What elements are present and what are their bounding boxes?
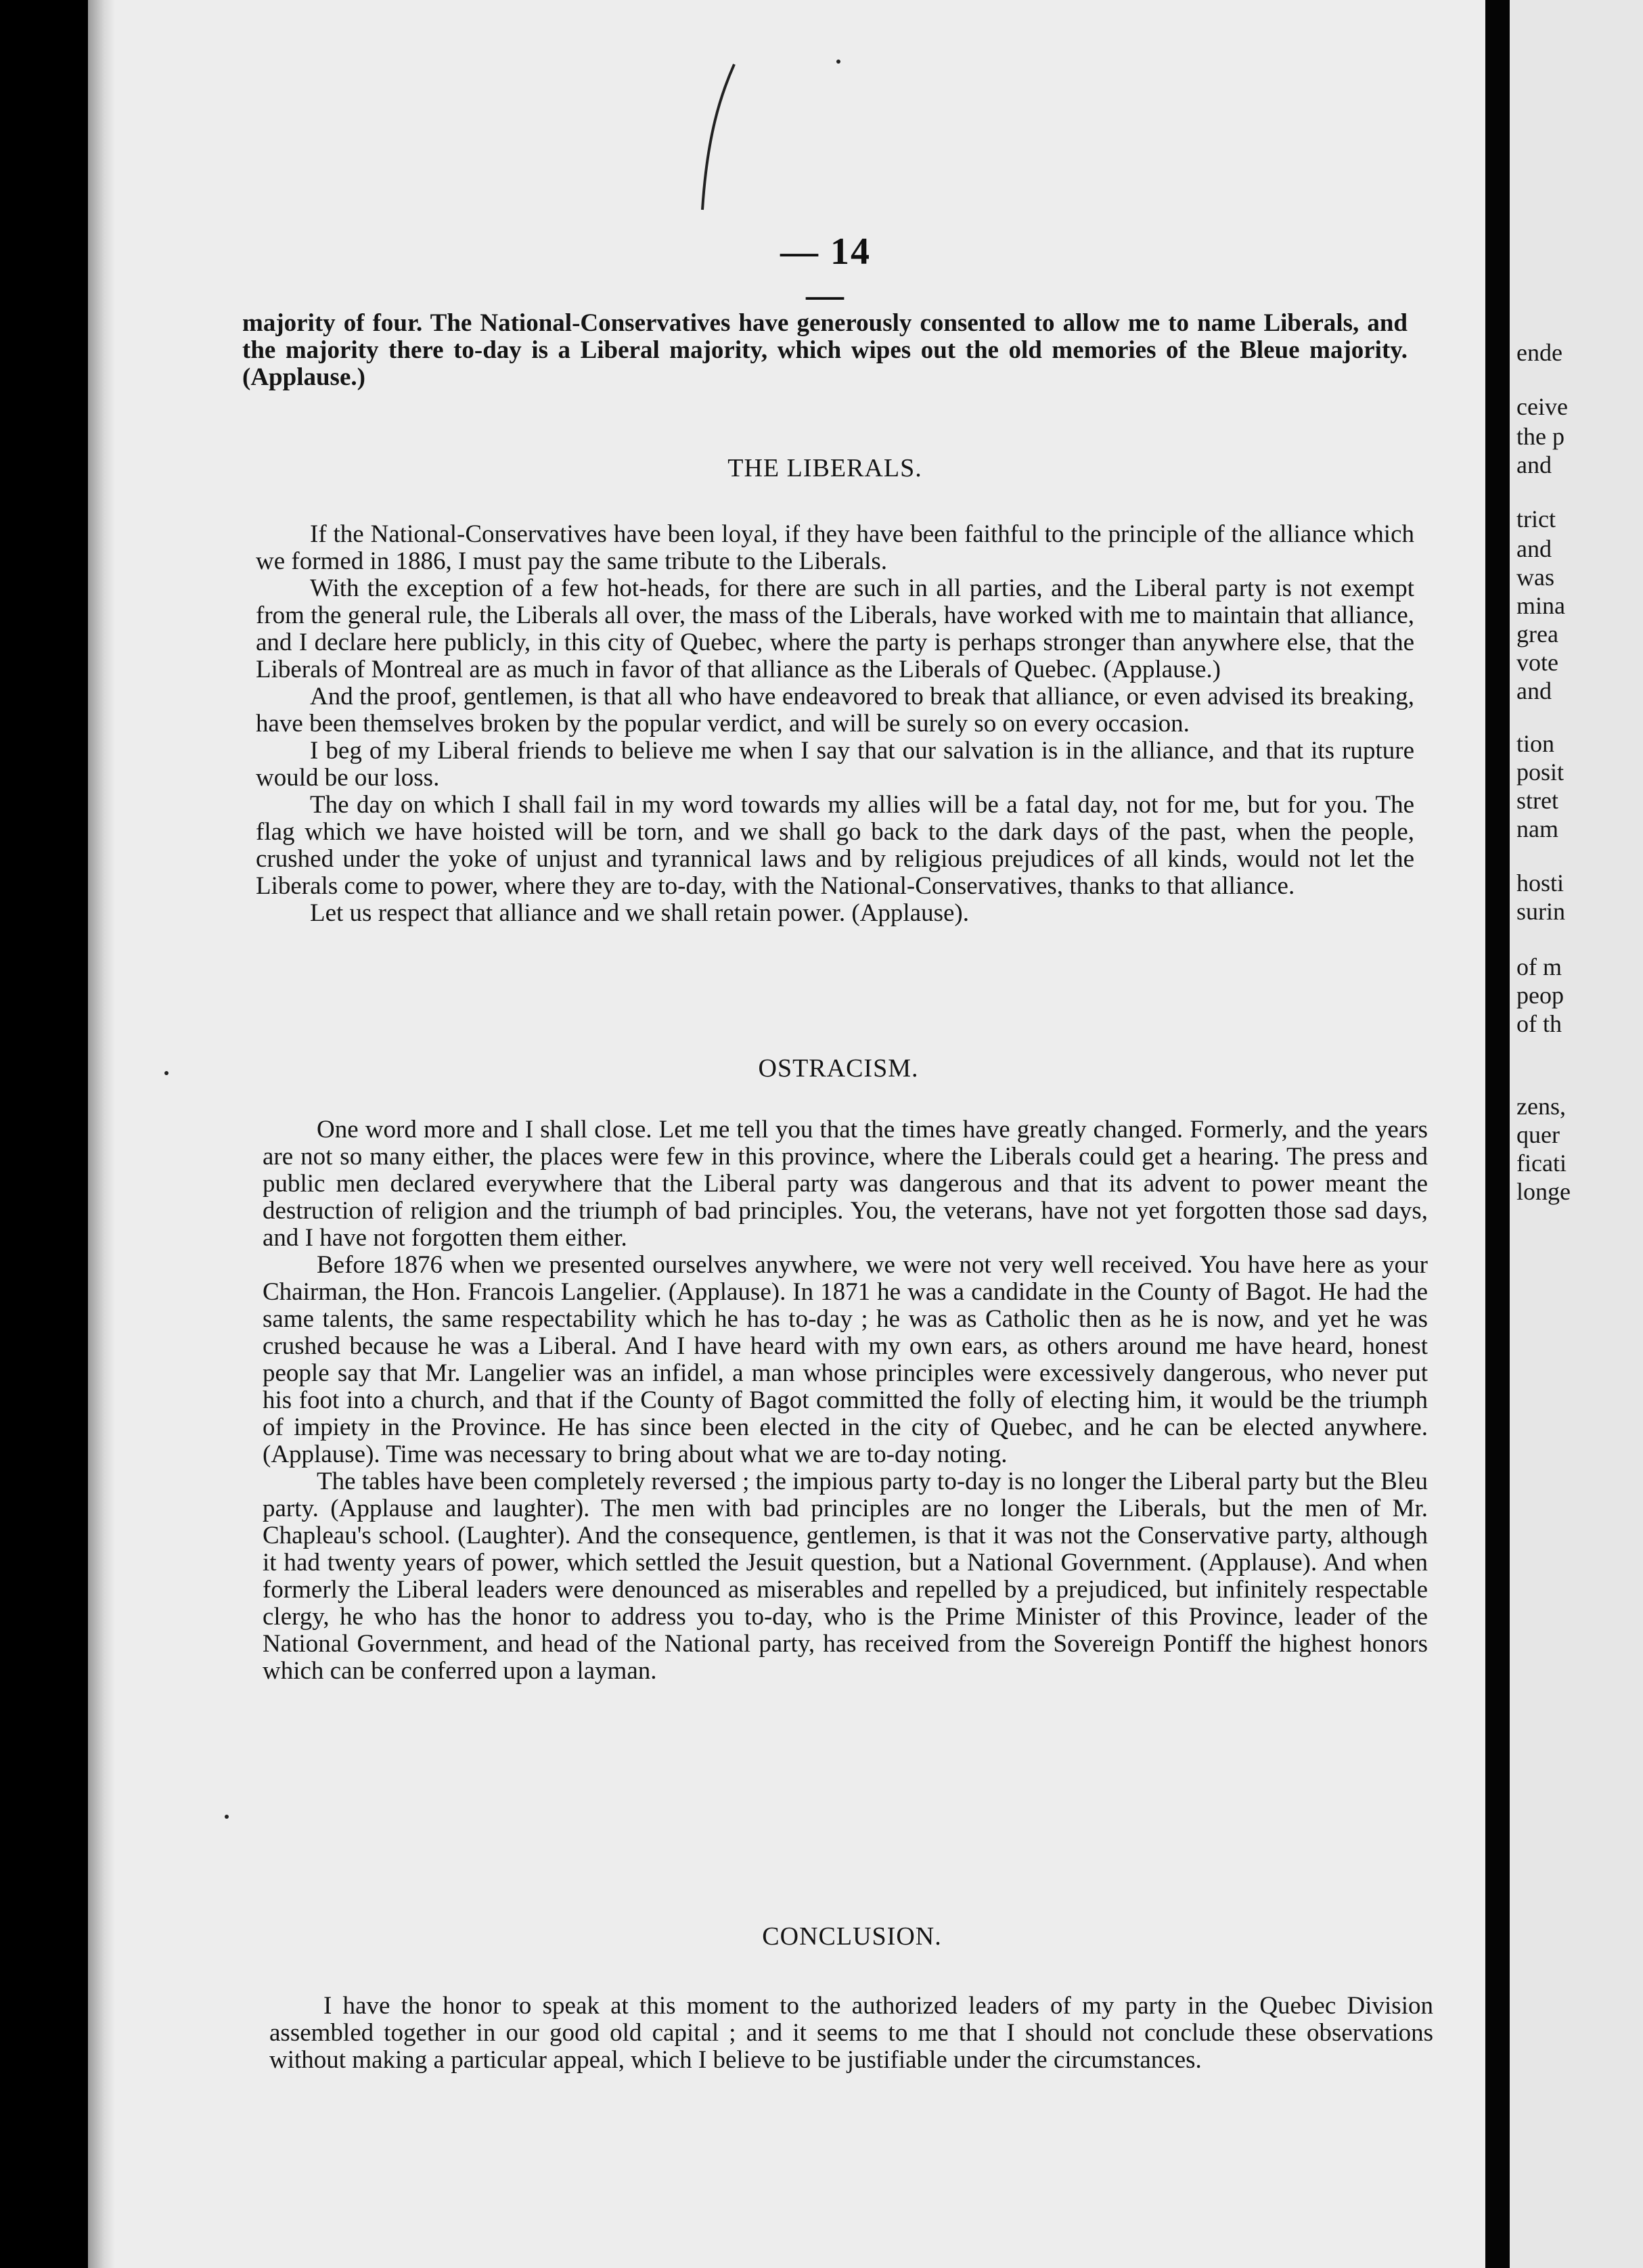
adjacent-fragment: zens, — [1516, 1093, 1566, 1120]
adjacent-fragment: and — [1516, 535, 1552, 562]
adjacent-fragment: trict — [1516, 505, 1556, 532]
adjacent-fragment: peop — [1516, 982, 1564, 1009]
adjacent-fragment: was — [1516, 564, 1554, 591]
adjacent-fragment: grea — [1516, 620, 1558, 648]
adjacent-fragment: of m — [1516, 953, 1562, 980]
section-heading-conclusion: CONCLUSION. — [762, 1922, 942, 1951]
adjacent-fragment: the p — [1516, 423, 1565, 450]
adjacent-fragment: longe — [1516, 1178, 1571, 1205]
pencil-mark — [697, 61, 738, 217]
paragraph: The day on which I shall fail in my word towards my allies will be a fatal day, not for me, but for you. The flag which we have hoisted will be torn, and we shall go back to the dark days of the past, when the people, crushed under the yoke of unjust and tyrannical laws and by religious prejudices of all kinds, would not let the Liberals come to power, where they are to-day, with the National-Conservatives, thanks to that alliance. — [256, 791, 1414, 900]
ink-speck — [225, 1815, 229, 1819]
adjacent-fragment: vote — [1516, 649, 1558, 676]
adjacent-page-strip — [1510, 0, 1643, 2268]
section-body-conclusion — [269, 1993, 1433, 2074]
adjacent-fragment: quer — [1516, 1121, 1560, 1148]
opening-text: majority of four. The National-Conservatives have generously consented to allow me to name Liberals, and the majority there to-day is a Liberal majority, which wipes out the old memories of the Bleue majority. (Applause.) — [242, 309, 1408, 391]
adjacent-fragment: ceive — [1516, 393, 1568, 420]
page-gutter-shadow — [1485, 0, 1510, 2268]
adjacent-fragment: and — [1516, 677, 1552, 704]
adjacent-fragment: of th — [1516, 1010, 1562, 1037]
paragraph: One word more and I shall close. Let me tell you that the times have greatly changed. Formerly, and the years are not so many either, the places were few in this province, where the Liberals could get a hearing. The press and public men declared everywhere that the Liberal party was dangerous and that its advent to power meant the destruction of religion and the triumph of bad principles. You, the veterans, have not yet forgotten those sad days, and I have not forgotten them either. — [263, 1116, 1428, 1252]
section-heading-ostracism: OSTRACISM. — [758, 1054, 919, 1083]
paragraph: The tables have been completely reversed ; the impious party to-day is no longer the Liberal party but the Bleu party. (Applause and laughter). The men with bad principles are no longer the Liberals, but the men of Mr. Chapleau's school. (Laughter). And the consequence, gentlemen, is that it was not the Conservative party, although it had twenty years of power, which settled the Jesuit question, but a National Government. (Applause). And when formerly the Liberal leaders were denounced as miserables and repelled by a prejudiced, but infinitely respectable clergy, he who has the honor to address you to-day, who is the Prime Minister of this Province, leader of the National Government, and head of the National party, has received from the Sovereign Pontiff the highest honors which can be conferred upon a layman. — [263, 1468, 1428, 1685]
adjacent-fragment: ende — [1516, 339, 1562, 366]
section-body-liberals — [256, 521, 1414, 927]
adjacent-fragment: tion — [1516, 730, 1555, 757]
paragraph: With the exception of a few hot-heads, for there are such in all parties, and the Liberal party is not exempt from the general rule, the Liberals all over, the mass of the Liberals, have worked with me to maintain that alliance, and I declare here publicly, in this city of Quebec, where the party is perhaps stronger than anywhere else, that the Liberals of Montreal are as much in favor of that alliance as the Liberals of Quebec. (Applause.) — [256, 574, 1414, 683]
adjacent-fragment: posit — [1516, 758, 1565, 786]
section-body-ostracism — [263, 1116, 1428, 1685]
adjacent-fragment: ficati — [1516, 1150, 1567, 1177]
opening-paragraph — [242, 310, 1408, 391]
paragraph: Let us respect that alliance and we shall retain power. (Applause). — [310, 899, 969, 927]
paragraph: Before 1876 when we presented ourselves anywhere, we were not very well received. You have here as your Chairman, the Hon. Francois Langelier. (Applause). In 1871 he was a candidate in the County of Bagot. He had the same talents, the same respectability which he has to-day ; he was as Catholic then as he is now, and yet he was crushed because he was a Liberal. And I have heard with my own ears, as others around me have heard, honest people say that Mr. Langelier was an infidel, a man whose principles were excessively dangerous, who never put his foot into a church, and that if the County of Bagot committed the folly of electing him, it would be the triumph of impiety in the Province. He has since been elected in the city of Quebec, and he can be elected anywhere. (Applause). Time was necessary to bring about what we are to-day noting. — [263, 1251, 1428, 1468]
paragraph: And the proof, gentlemen, is that all who have endeavored to break that alliance, or even advised its breaking, have been themselves broken by the popular verdict, and will be surely so on every occasion. — [256, 683, 1414, 738]
page-number: — 14 — — [780, 231, 871, 316]
paragraph: I beg of my Liberal friends to believe me when I say that our salvation is in the alliance, and that its rupture would be our loss. — [256, 737, 1414, 792]
adjacent-fragment: mina — [1516, 592, 1565, 619]
adjacent-fragment: hosti — [1516, 869, 1565, 897]
page-binding-edge — [88, 0, 115, 2268]
adjacent-fragment: and — [1516, 451, 1552, 478]
ink-speck — [164, 1071, 168, 1075]
adjacent-fragment: nam — [1516, 815, 1558, 842]
section-heading-liberals: THE LIBERALS. — [727, 454, 922, 482]
paragraph: If the National-Conservatives have been loyal, if they have been faithful to the principle of the alliance which we formed in 1886, I must pay the same tribute to the Liberals. — [256, 520, 1414, 575]
paragraph: I have the honor to speak at this moment to the authorized leaders of my party in the Quebec Division assembled together in our good old capital ; and it seems to me that I should not conclude these observations without making a particular appeal, which I believe to be justifiable under the circumstances. — [269, 1992, 1433, 2074]
adjacent-fragment: stret — [1516, 787, 1558, 814]
ink-speck — [836, 60, 840, 64]
adjacent-fragment: surin — [1516, 898, 1565, 925]
